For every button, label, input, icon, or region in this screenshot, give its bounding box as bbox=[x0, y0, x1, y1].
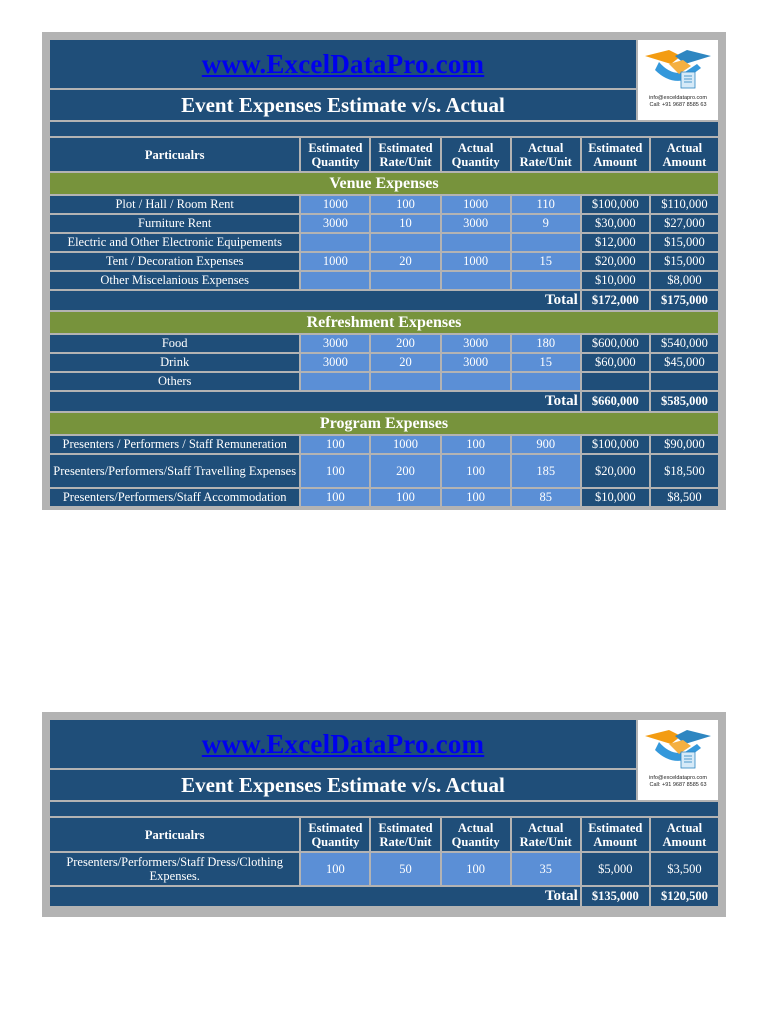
total-row-venue bbox=[50, 291, 718, 310]
site-link[interactable]: www.ExcelDataPro.com bbox=[201, 728, 485, 759]
total-label: Total bbox=[50, 887, 580, 906]
cell[interactable]: 9 bbox=[512, 215, 580, 232]
column-header: Estimated Quantity bbox=[301, 818, 369, 851]
column-header: Particualrs bbox=[50, 818, 299, 851]
page-title: Event Expenses Estimate v/s. Actual bbox=[50, 90, 636, 120]
cell[interactable]: Tent / Decoration Expenses bbox=[50, 253, 299, 270]
total-actual[interactable]: $120,500 bbox=[651, 887, 718, 906]
header-spacer bbox=[50, 802, 718, 816]
company-logo bbox=[638, 40, 718, 120]
cell[interactable] bbox=[512, 272, 580, 289]
table-row bbox=[50, 455, 718, 487]
cell[interactable]: $30,000 bbox=[582, 215, 649, 232]
cell[interactable]: Drink bbox=[50, 354, 299, 371]
site-link[interactable]: www.ExcelDataPro.com bbox=[201, 48, 485, 79]
cell[interactable]: $8,000 bbox=[651, 272, 718, 289]
page-title: Event Expenses Estimate v/s. Actual bbox=[50, 770, 636, 800]
cell[interactable]: 1000 bbox=[442, 253, 510, 270]
cell[interactable]: 3000 bbox=[442, 354, 510, 371]
cell[interactable] bbox=[301, 234, 369, 251]
column-header: Actual Rate/Unit bbox=[512, 138, 580, 171]
cell[interactable]: 100 bbox=[301, 455, 369, 487]
column-header: Estimated Quantity bbox=[301, 138, 369, 171]
cell[interactable] bbox=[371, 373, 439, 390]
column-header: Actual Quantity bbox=[442, 818, 510, 851]
cell[interactable]: Food bbox=[50, 335, 299, 352]
cell[interactable] bbox=[512, 373, 580, 390]
cell[interactable]: Presenters / Performers / Staff Remuneration bbox=[50, 436, 299, 453]
cell[interactable]: 35 bbox=[512, 853, 580, 885]
total-row-program bbox=[50, 887, 718, 906]
cell[interactable]: 100 bbox=[442, 455, 510, 487]
section-header-venue: Venue Expenses bbox=[50, 173, 718, 194]
total-estimated[interactable]: $172,000 bbox=[582, 291, 649, 310]
sheet-header bbox=[50, 40, 718, 120]
table-row bbox=[50, 215, 718, 232]
cell[interactable]: 15 bbox=[512, 354, 580, 371]
cell[interactable]: 3000 bbox=[301, 354, 369, 371]
section-header-program: Program Expenses bbox=[50, 413, 718, 434]
cell[interactable]: 100 bbox=[301, 489, 369, 506]
column-header: Actual Rate/Unit bbox=[512, 818, 580, 851]
cell[interactable]: 100 bbox=[442, 489, 510, 506]
cell[interactable]: $10,000 bbox=[582, 489, 649, 506]
cell[interactable]: $10,000 bbox=[582, 272, 649, 289]
total-estimated[interactable]: $135,000 bbox=[582, 887, 649, 906]
cell[interactable]: $600,000 bbox=[582, 335, 649, 352]
cell[interactable]: $90,000 bbox=[651, 436, 718, 453]
column-header: Particualrs bbox=[50, 138, 299, 171]
cell[interactable] bbox=[301, 272, 369, 289]
sheet-header bbox=[50, 720, 718, 800]
table-row bbox=[50, 489, 718, 506]
cell[interactable]: 110 bbox=[512, 196, 580, 213]
cell[interactable]: $12,000 bbox=[582, 234, 649, 251]
cell[interactable]: $20,000 bbox=[582, 253, 649, 270]
column-header: Estimated Rate/Unit bbox=[371, 138, 439, 171]
column-header: Estimated Amount bbox=[582, 818, 649, 851]
cell[interactable]: $540,000 bbox=[651, 335, 718, 352]
cell[interactable]: 100 bbox=[442, 853, 510, 885]
cell[interactable]: Others bbox=[50, 373, 299, 390]
cell[interactable]: 180 bbox=[512, 335, 580, 352]
column-header-row bbox=[50, 818, 718, 851]
column-header: Actual Amount bbox=[651, 138, 718, 171]
cell[interactable]: Plot / Hall / Room Rent bbox=[50, 196, 299, 213]
total-actual[interactable]: $585,000 bbox=[651, 392, 718, 411]
cell[interactable]: 1000 bbox=[301, 253, 369, 270]
handshake-icon bbox=[641, 42, 715, 94]
cell[interactable]: 200 bbox=[371, 455, 439, 487]
column-header: Estimated Amount bbox=[582, 138, 649, 171]
cell[interactable] bbox=[371, 234, 439, 251]
spreadsheet-page-1 bbox=[42, 32, 726, 510]
cell[interactable] bbox=[442, 272, 510, 289]
table-row bbox=[50, 853, 718, 885]
cell[interactable]: $45,000 bbox=[651, 354, 718, 371]
cell[interactable]: Presenters/Performers/Staff Travelling Expenses bbox=[50, 455, 299, 487]
cell[interactable]: $18,500 bbox=[651, 455, 718, 487]
cell[interactable]: Presenters/Performers/Staff Dress/Clothing Expenses. bbox=[50, 853, 299, 885]
cell[interactable]: 50 bbox=[371, 853, 439, 885]
cell[interactable]: Other Miscelanious Expenses bbox=[50, 272, 299, 289]
cell[interactable]: 100 bbox=[371, 489, 439, 506]
cell[interactable]: 1000 bbox=[442, 196, 510, 213]
column-header: Estimated Rate/Unit bbox=[371, 818, 439, 851]
table-row bbox=[50, 196, 718, 213]
logo-contact: info@exceldatapro.com Call: +91 9687 8585 63 bbox=[649, 95, 707, 108]
cell[interactable]: 1000 bbox=[371, 436, 439, 453]
cell[interactable]: Electric and Other Electronic Equipements bbox=[50, 234, 299, 251]
cell[interactable]: $15,000 bbox=[651, 234, 718, 251]
cell[interactable]: 10 bbox=[371, 215, 439, 232]
cell[interactable] bbox=[582, 373, 649, 390]
cell[interactable] bbox=[301, 373, 369, 390]
expenses-table bbox=[48, 136, 720, 508]
section-header-refreshment: Refreshment Expenses bbox=[50, 312, 718, 333]
cell[interactable]: $5,000 bbox=[582, 853, 649, 885]
total-label: Total bbox=[50, 392, 580, 411]
cell[interactable]: 3000 bbox=[301, 215, 369, 232]
total-label: Total bbox=[50, 291, 580, 310]
total-row-refreshment bbox=[50, 392, 718, 411]
table-row bbox=[50, 272, 718, 289]
cell[interactable]: $27,000 bbox=[651, 215, 718, 232]
spreadsheet-page-2 bbox=[42, 712, 726, 917]
company-logo bbox=[638, 720, 718, 800]
total-actual[interactable]: $175,000 bbox=[651, 291, 718, 310]
cell[interactable]: 100 bbox=[301, 853, 369, 885]
cell[interactable]: $15,000 bbox=[651, 253, 718, 270]
site-banner bbox=[50, 40, 636, 88]
cell[interactable]: $100,000 bbox=[582, 436, 649, 453]
column-header-row bbox=[50, 138, 718, 171]
expenses-table-continued bbox=[48, 816, 720, 908]
cell[interactable]: 85 bbox=[512, 489, 580, 506]
cell[interactable]: 100 bbox=[371, 196, 439, 213]
cell[interactable]: 3000 bbox=[442, 335, 510, 352]
cell[interactable]: 185 bbox=[512, 455, 580, 487]
cell[interactable]: Presenters/Performers/Staff Accommodation bbox=[50, 489, 299, 506]
cell[interactable] bbox=[512, 234, 580, 251]
cell[interactable]: 3000 bbox=[301, 335, 369, 352]
site-banner bbox=[50, 720, 636, 768]
cell[interactable]: 20 bbox=[371, 253, 439, 270]
cell[interactable]: $8,500 bbox=[651, 489, 718, 506]
cell[interactable]: $3,500 bbox=[651, 853, 718, 885]
cell[interactable]: 100 bbox=[442, 436, 510, 453]
table-row bbox=[50, 234, 718, 251]
table-row bbox=[50, 354, 718, 371]
cell[interactable]: 20 bbox=[371, 354, 439, 371]
cell[interactable]: 1000 bbox=[301, 196, 369, 213]
total-estimated[interactable]: $660,000 bbox=[582, 392, 649, 411]
cell[interactable]: 900 bbox=[512, 436, 580, 453]
header-spacer bbox=[50, 122, 718, 136]
cell[interactable] bbox=[651, 373, 718, 390]
cell[interactable]: $100,000 bbox=[582, 196, 649, 213]
column-header: Actual Quantity bbox=[442, 138, 510, 171]
handshake-icon bbox=[641, 722, 715, 774]
cell[interactable] bbox=[371, 272, 439, 289]
table-row bbox=[50, 335, 718, 352]
cell[interactable]: 200 bbox=[371, 335, 439, 352]
column-header: Actual Amount bbox=[651, 818, 718, 851]
logo-contact: info@exceldatapro.com Call: +91 9687 8585 63 bbox=[649, 775, 707, 788]
cell[interactable]: $20,000 bbox=[582, 455, 649, 487]
cell[interactable] bbox=[442, 234, 510, 251]
table-row bbox=[50, 373, 718, 390]
cell[interactable]: $60,000 bbox=[582, 354, 649, 371]
cell[interactable]: 100 bbox=[301, 436, 369, 453]
cell[interactable] bbox=[442, 373, 510, 390]
table-row bbox=[50, 436, 718, 453]
cell[interactable]: 15 bbox=[512, 253, 580, 270]
cell[interactable]: $110,000 bbox=[651, 196, 718, 213]
cell[interactable]: Furniture Rent bbox=[50, 215, 299, 232]
table-row bbox=[50, 253, 718, 270]
cell[interactable]: 3000 bbox=[442, 215, 510, 232]
